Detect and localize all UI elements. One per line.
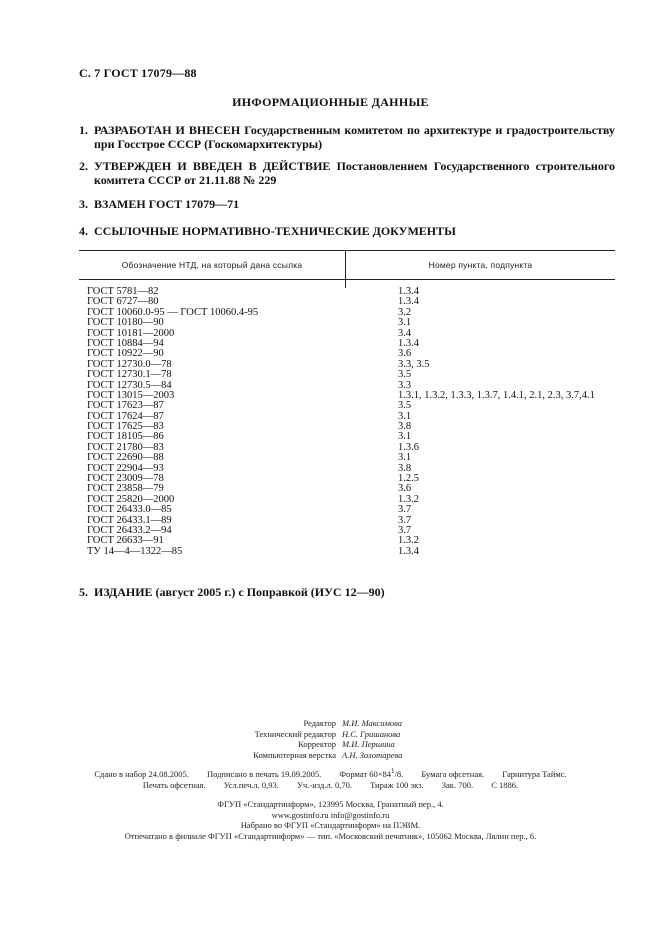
column-header-clause: Номер пункта, подпункта <box>428 260 533 270</box>
clause-numbers: 3.4 <box>398 327 412 339</box>
clause-numbers: 1.3.4 <box>398 337 419 349</box>
clause-numbers: 3.5 <box>398 369 412 381</box>
item-body <box>94 585 615 599</box>
item-number: 1. <box>79 123 88 137</box>
clause-numbers: 1.3.4 <box>398 296 419 308</box>
clause-numbers: 3.1 <box>398 431 412 443</box>
credit-layout <box>0 750 661 761</box>
credit-name: М.И. Максимова <box>342 718 403 728</box>
document-designation: ГОСТ 26433.2—94 <box>87 524 172 536</box>
document-designation: ГОСТ 25820—2000 <box>87 493 175 505</box>
table-row <box>79 370 615 380</box>
credit-name: А.Н. Золотарева <box>342 749 403 760</box>
document-designation: ГОСТ 12730.5—84 <box>87 379 172 391</box>
publisher-address: ФГУП «Стандартинформ», 123995 Москва, Гранатный пер., 4. <box>217 799 444 809</box>
document-designation: ГОСТ 22690—88 <box>87 452 164 464</box>
imprint-typeface: Гарнитура Таймс. <box>502 769 567 779</box>
info-item-1 <box>79 123 615 151</box>
imprint-block <box>0 769 661 791</box>
clause-numbers: 1.3.4 <box>398 545 419 557</box>
item-lead: ИЗДАНИЕ (август 2005 г.) с Поправкой (ИУС 12—90) <box>94 585 385 599</box>
document-designation: ГОСТ 17623—87 <box>87 400 164 412</box>
credits-block <box>0 718 661 760</box>
clause-numbers: 3.7 <box>398 524 412 536</box>
clause-numbers: 3.3, 3.5 <box>398 358 430 370</box>
credit-proofreader <box>0 739 661 750</box>
item-lead: ССЫЛОЧНЫЕ НОРМАТИВНО-ТЕХНИЧЕСКИЕ ДОКУМЕНТЫ <box>94 224 456 238</box>
item-body <box>94 224 615 238</box>
imprint-run: Тираж 100 экз. <box>370 780 424 790</box>
publisher-email: info@gostinfo.ru <box>330 809 390 820</box>
document-designation: ГОСТ 12730.0—78 <box>87 358 172 370</box>
document-designation: ГОСТ 13015—2003 <box>87 389 175 401</box>
clause-numbers: 3.1 <box>398 410 412 422</box>
reference-table <box>79 250 615 557</box>
publisher-website: www.gostinfo.ru <box>271 809 329 820</box>
section-title: ИНФОРМАЦИОННЫЕ ДАННЫЕ <box>232 95 429 109</box>
clause-numbers: 3.6 <box>398 348 412 360</box>
clause-numbers: 3.1 <box>398 317 412 329</box>
document-designation: ГОСТ 10181—2000 <box>87 327 175 339</box>
clause-numbers: 1.3.1, 1.3.2, 1.3.3, 1.3.7, 1.4.1, 2.1, 2.3, 3.7,4.1 <box>398 389 595 401</box>
item-body <box>94 123 615 151</box>
clause-numbers: 1.3.6 <box>398 441 419 453</box>
item-number: 4. <box>79 224 88 238</box>
document-designation: ГОСТ 26633—91 <box>87 535 164 547</box>
item-text: Постановлением Государственного строительного комитета СССР от 21.11.88 № 229 <box>94 159 615 187</box>
document-designation: ГОСТ 10922—90 <box>87 348 164 360</box>
info-item-5 <box>79 585 615 599</box>
item-body <box>94 159 615 187</box>
clause-numbers: 3.6 <box>398 483 412 495</box>
clause-numbers: 3.3 <box>398 379 412 391</box>
document-designation: ГОСТ 12730.1—78 <box>87 369 172 381</box>
item-number: 2. <box>79 159 88 173</box>
credit-role: Компьютерная верстка <box>253 749 336 760</box>
document-designation: ГОСТ 17625—83 <box>87 421 164 433</box>
document-designation: ГОСТ 23009—78 <box>87 473 164 485</box>
imprint-order: Зак. 700. <box>441 780 474 790</box>
publisher-printer-note: Отпечатано в филиале ФГУП «Стандартинформ» — тип. «Московский печатник», 105062 Москва, Лялин пер., 6. <box>124 830 537 841</box>
table-row <box>79 547 615 557</box>
document-designation: ГОСТ 22904—93 <box>87 462 164 474</box>
imprint-signed: Подписано в печать 19.09.2005. <box>206 769 322 779</box>
credit-technical-editor <box>0 729 661 740</box>
document-designation: ТУ 14—4—1322—85 <box>87 545 183 557</box>
credit-editor <box>0 718 661 729</box>
item-number: 5. <box>79 585 88 599</box>
credit-role: Корректор <box>298 739 336 749</box>
imprint-format: Формат $60\times 84^1/8$. <box>339 767 404 779</box>
imprint-line-1 <box>0 769 661 780</box>
imprint-paper: Бумага офсетная. <box>421 769 485 779</box>
imprint-code: С 1886. <box>491 780 519 790</box>
info-item-3 <box>79 197 615 211</box>
clause-numbers: 3.2 <box>398 306 412 318</box>
document-designation: ГОСТ 10180—90 <box>87 317 164 329</box>
document-designation: ГОСТ 17624—87 <box>87 410 164 422</box>
item-lead: РАЗРАБОТАН И ВНЕСЕН <box>94 123 241 137</box>
item-lead: УТВЕРЖДЕН И ВВЕДЕН В ДЕЙСТВИЕ <box>94 159 331 173</box>
imprint-sheets: Усл.печ.л. 0,93. <box>223 780 279 790</box>
column-header-document: Обозначение НТД, на который дана ссылка <box>121 260 303 270</box>
item-lead: ВЗАМЕН ГОСТ 17079—71 <box>94 197 240 211</box>
clause-numbers: 3.7 <box>398 504 412 516</box>
table-row <box>79 287 615 297</box>
imprint-print: Печать офсетная. <box>142 780 206 790</box>
item-body <box>94 197 615 211</box>
imprint-edsheets: Уч.-изд.л. 0,70. <box>297 780 352 790</box>
page-header: С. 7 ГОСТ 17079—88 <box>79 66 197 80</box>
clause-numbers: 3.8 <box>398 421 412 433</box>
publisher-block <box>0 799 661 841</box>
info-item-2 <box>79 159 615 187</box>
imprint-line-2 <box>0 780 661 791</box>
table-body <box>79 280 615 557</box>
clause-numbers: 1.3.2 <box>398 493 419 505</box>
clause-numbers: 3.8 <box>398 462 412 474</box>
clause-numbers: 1.2.5 <box>398 473 419 485</box>
document-designation: ГОСТ 5781—82 <box>87 286 159 297</box>
document-designation: ГОСТ 10884—94 <box>87 337 164 349</box>
publisher-contacts <box>0 810 661 821</box>
clause-numbers: 1.3.2 <box>398 535 419 547</box>
clause-numbers: 3.5 <box>398 400 412 412</box>
clause-numbers: 3.1 <box>398 452 412 464</box>
clause-numbers: 1.3.4 <box>398 286 419 297</box>
document-designation: ГОСТ 26433.1—89 <box>87 514 172 526</box>
credit-name: Н.С. Гришанова <box>342 728 401 739</box>
info-item-4 <box>79 224 615 238</box>
publisher-typeset-note: Набрано во ФГУП «Стандартинформ» на ПЭВМ. <box>240 820 421 830</box>
table-rows <box>79 280 615 557</box>
clause-numbers: 3.7 <box>398 514 412 526</box>
document-designation: ГОСТ 10060.0-95 — ГОСТ 10060.4-95 <box>87 306 259 318</box>
document-designation: ГОСТ 18105—86 <box>87 431 164 443</box>
imprint-submitted: Сдано в набор 24.08.2005. <box>94 769 189 779</box>
table-header <box>79 250 615 280</box>
item-number: 3. <box>79 197 88 211</box>
credit-role: Редактор <box>303 718 336 728</box>
document-designation: ГОСТ 23858—79 <box>87 483 164 495</box>
credit-role: Технический редактор <box>254 728 336 739</box>
document-designation: ГОСТ 21780—83 <box>87 441 164 453</box>
table-row <box>79 318 615 328</box>
document-designation: ГОСТ 26433.0—85 <box>87 504 172 516</box>
item-text: Государственным комитетом по архитектуре и градостроительству при Госстрое СССР (Госкомархитектуры) <box>94 123 615 151</box>
document-designation: ГОСТ 6727—80 <box>87 296 159 308</box>
credit-name: М.И. Першина <box>342 739 395 749</box>
